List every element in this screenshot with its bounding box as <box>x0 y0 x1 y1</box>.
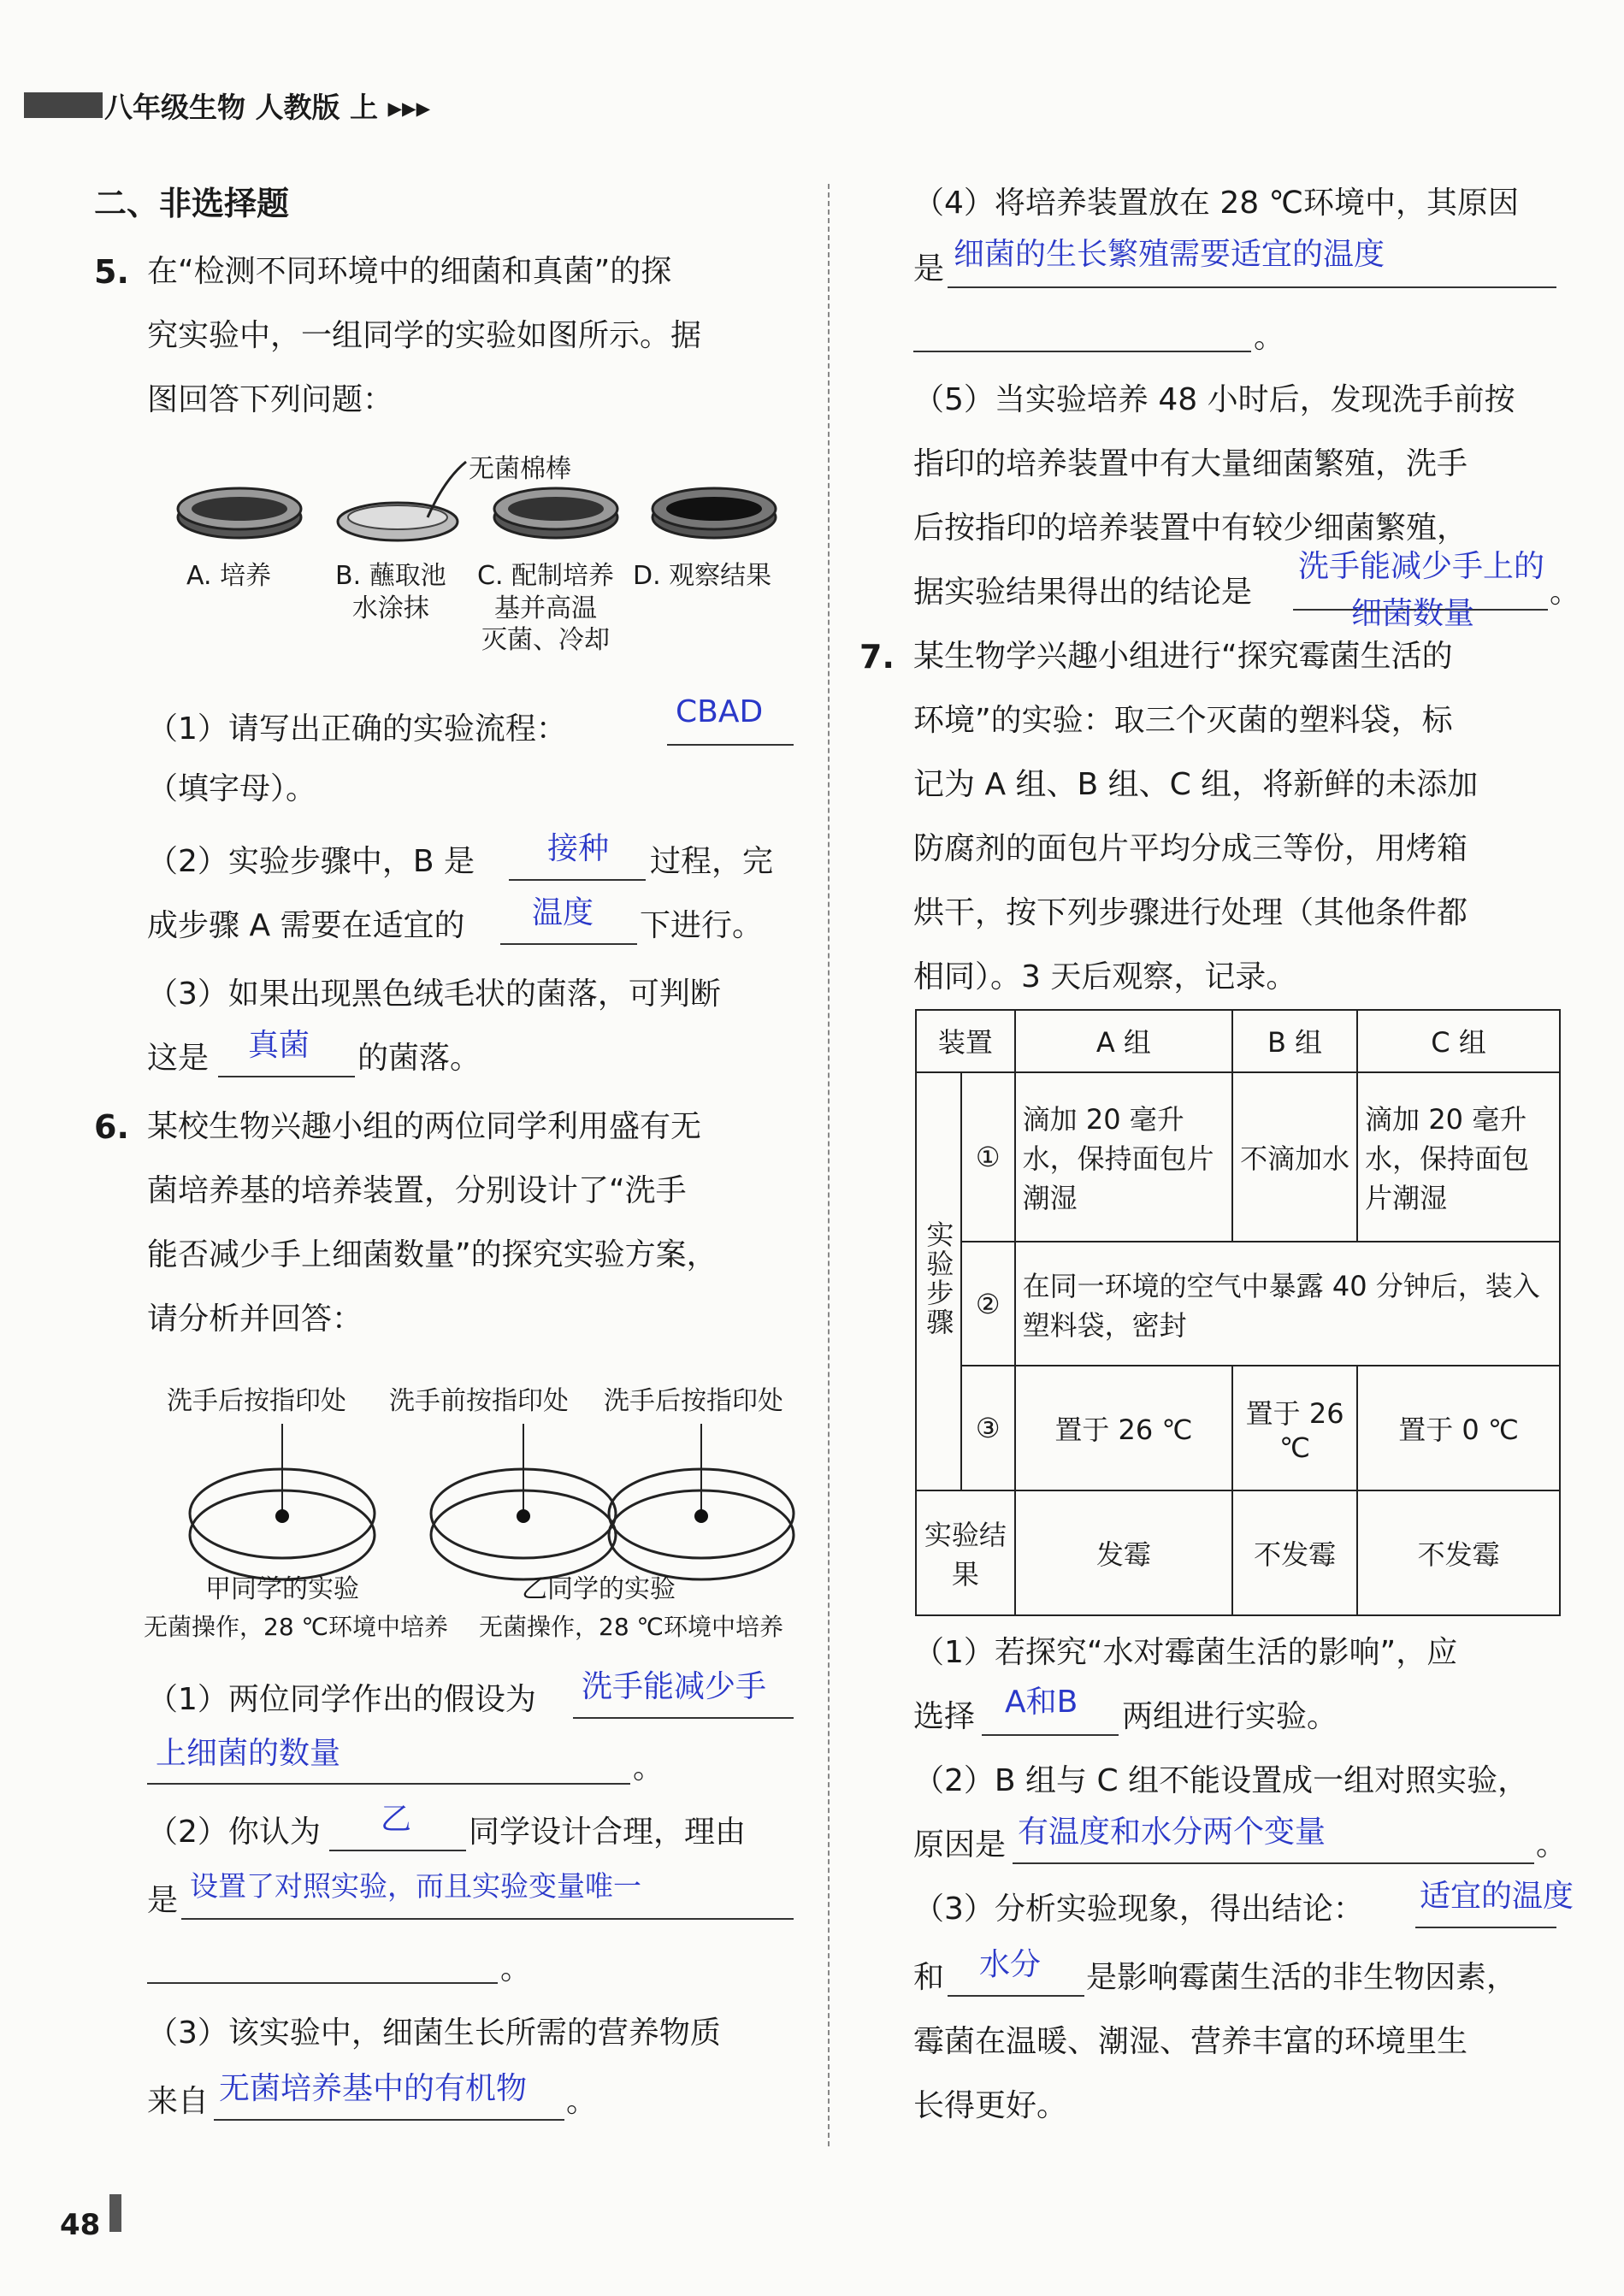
q7-answer-3a: 适宜的温度 <box>1420 1879 1574 1914</box>
td-result-c: 不发霉 <box>1357 1490 1560 1615</box>
q7-p2b: 原因是 <box>913 1827 1007 1862</box>
q7-answer-1: A和B <box>1005 1685 1078 1720</box>
q5-a2b-line <box>500 943 637 945</box>
q6-period-1: 。 <box>633 1750 664 1785</box>
q6-answer-4: 细菌的生长繁殖需要适宜的温度 <box>954 237 1385 272</box>
q6-answer-1a: 洗手能减少手 <box>582 1669 767 1704</box>
q6-answer-1b: 上细菌的数量 <box>156 1736 341 1771</box>
q6-a2b-line <box>181 1918 794 1920</box>
q6-p2b: 同学设计合理，理由 <box>469 1815 747 1850</box>
q6-a2c-line <box>147 1982 498 1984</box>
q5-stem-3: 图回答下列问题： <box>147 382 394 417</box>
q6-p5c: 后按指印的培养装置中有较少细菌繁殖， <box>913 511 1468 546</box>
q6-p4b: 是 <box>913 251 945 286</box>
q6-p2c: 是 <box>147 1883 179 1918</box>
dish-yi-1 <box>431 1424 616 1579</box>
step-b-label: B. 蘸取池 水涂抹 <box>335 561 446 623</box>
header-title: 八年级生物 人教版 上 ▸▸▸ <box>104 91 431 124</box>
q5-a3-line <box>218 1076 355 1077</box>
q6-p4a: （4）将培养装置放在 28 ℃环境中，其原因 <box>913 186 1520 221</box>
fig-label-2: 洗手前按指印处 <box>389 1386 569 1416</box>
fig-label-3: 洗手后按指印处 <box>604 1386 783 1416</box>
q7-p3a: （3）分析实验现象，得出结论： <box>913 1892 1364 1927</box>
th-group-a: A 组 <box>1015 1010 1232 1072</box>
q7-p1a: （1）若探究“水对霉菌生活的影响”，应 <box>913 1635 1458 1670</box>
q5-stem-2: 究实验中，一组同学的实验如图所示。据 <box>147 318 702 353</box>
q6-p1: （1）两位同学作出的假设为 <box>147 1682 536 1717</box>
q7-period-2: 。 <box>1536 1827 1568 1862</box>
q5-answer-3: 真菌 <box>248 1028 310 1063</box>
q7-stem-6: 相同）。3 天后观察，记录。 <box>913 959 1297 995</box>
q6-p3b: 来自 <box>147 2084 210 2119</box>
q7-number: 7. <box>859 638 895 676</box>
dish-yi-2 <box>609 1424 794 1579</box>
q7-stem-5: 烘干，按下列步骤进行处理（其他条件都 <box>913 895 1468 930</box>
td-step-2: ② <box>961 1242 1015 1366</box>
q6-a2-line <box>329 1850 466 1851</box>
q5-number: 5. <box>94 253 129 291</box>
q5-p2a: （2）实验步骤中，B 是 <box>147 844 475 879</box>
q7-p1c: 两组进行实验。 <box>1122 1699 1338 1734</box>
td-result-a: 发霉 <box>1015 1490 1232 1615</box>
q5-p1b: （填字母）。 <box>147 771 317 806</box>
q6-answer-5a: 洗手能减少手上的 <box>1298 549 1545 584</box>
q7-p3b: 和 <box>913 1960 945 1995</box>
q7-p1b: 选择 <box>913 1699 976 1734</box>
q6-p2a: （2）你认为 <box>147 1815 321 1850</box>
q6-a3-line <box>214 2119 564 2121</box>
q7-p2a: （2）B 组与 C 组不能设置成一组对照实验， <box>913 1763 1529 1798</box>
q7-answer-3b: 水分 <box>979 1947 1042 1982</box>
q5-p3c: 的菌落。 <box>357 1041 481 1076</box>
dish-a <box>178 488 301 538</box>
q5-p1a: （1）请写出正确的实验流程： <box>147 711 567 747</box>
q5-answer-2b: 温度 <box>532 895 594 930</box>
q5-p2d: 下进行。 <box>640 908 764 943</box>
step-a-label: A. 培养 <box>186 561 272 591</box>
td-1a: 滴加 20 毫升水，保持面包片潮湿 <box>1015 1072 1232 1242</box>
column-divider <box>828 184 830 2146</box>
td-1c: 滴加 20 毫升水，保持面包片潮湿 <box>1357 1072 1560 1242</box>
q6-number: 6. <box>94 1108 129 1146</box>
q7-stem-1: 某生物学兴趣小组进行“探究霉菌生活的 <box>913 639 1453 674</box>
q7-experiment-table <box>915 1009 1561 1616</box>
q7-p3d: 霉菌在温暖、潮湿、营养丰富的环境里生 <box>913 2024 1468 2059</box>
caption-jia: 甲同学的实验 <box>205 1574 359 1604</box>
step-d-label: D. 观察结果 <box>633 561 772 591</box>
q5-p2c: 成步骤 A 需要在适宜的 <box>147 908 465 943</box>
page-number-bar <box>109 2194 121 2232</box>
q6-answer-2b: 设置了对照实验，而且实验变量唯一 <box>190 1869 641 1903</box>
q7-p3e: 长得更好。 <box>913 2088 1068 2123</box>
q5-p3b: 这是 <box>147 1041 210 1076</box>
step-c-label: C. 配制培养 基并高温 灭菌、冷却 <box>477 561 615 655</box>
td-2-all: 在同一环境的空气中暴露 40 分钟后，装入塑料袋，密封 <box>1015 1242 1560 1366</box>
td-3b: 置于 26 ℃ <box>1232 1366 1357 1490</box>
q6-period-2: 。 <box>500 1951 532 1986</box>
q6-a4-line <box>948 286 1556 288</box>
q7-a2-line <box>1013 1862 1534 1864</box>
td-3a: 置于 26 ℃ <box>1015 1366 1232 1490</box>
q6-period-4: 。 <box>1254 320 1285 355</box>
fig-label-1: 洗手后按指印处 <box>167 1386 346 1416</box>
section-title: 二、非选择题 <box>94 185 290 222</box>
td-result-label: 实验结果 <box>916 1490 1015 1615</box>
q6-p3a: （3）该实验中，细菌生长所需的营养物质 <box>147 2016 721 2051</box>
caption-jia-cond: 无菌操作，28 ℃环境中培养 <box>144 1613 448 1641</box>
q6-stem-3: 能否减少手上细菌数量”的探究实验方案， <box>147 1237 718 1272</box>
q7-stem-3: 记为 A 组、B 组、C 组，将新鲜的未添加 <box>913 767 1479 802</box>
q6-p5d: 据实验结果得出的结论是 <box>913 575 1253 610</box>
td-steps-side: 实验步骤 <box>916 1072 961 1490</box>
q6-stem-1: 某校生物兴趣小组的两位同学利用盛有无 <box>147 1109 702 1144</box>
q6-a1-line <box>573 1717 794 1719</box>
dish-d <box>653 488 776 538</box>
q7-stem-2: 环境”的实验：取三个灭菌的塑料袋，标 <box>913 703 1453 738</box>
q6-period-5: 。 <box>1550 575 1581 610</box>
td-3c: 置于 0 ℃ <box>1357 1366 1560 1490</box>
q6-p5a: （5）当实验培养 48 小时后，发现洗手前按 <box>913 382 1515 417</box>
td-result-b: 不发霉 <box>1232 1490 1357 1615</box>
q6-stem-2: 菌培养基的培养装置，分别设计了“洗手 <box>147 1173 687 1208</box>
q7-a3b-line <box>948 1995 1084 1997</box>
q5-a1-line <box>667 744 794 746</box>
td-step-3: ③ <box>961 1366 1015 1490</box>
th-device: 装置 <box>916 1010 1015 1072</box>
q7-p3c: 是影响霉菌生活的非生物因素， <box>1086 1960 1518 1995</box>
q7-a3a-line <box>1415 1927 1556 1928</box>
q6-period-3: 。 <box>566 2084 598 2119</box>
page-number: 48 <box>60 2208 101 2242</box>
td-1b: 不滴加水 <box>1232 1072 1357 1242</box>
q6-a1b-line <box>147 1783 630 1785</box>
q6-answer-3: 无菌培养基中的有机物 <box>219 2071 528 2106</box>
q6-stem-4: 请分析并回答： <box>147 1301 363 1337</box>
dish-c <box>494 488 617 538</box>
q5-answer-2: 接种 <box>547 831 610 866</box>
q6-a4b-line <box>913 351 1251 352</box>
q5-stem-1: 在“检测不同环境中的细菌和真菌”的探 <box>147 254 672 289</box>
q5-a2-line <box>509 879 646 881</box>
q6-answer-5b: 细菌数量 <box>1351 596 1475 631</box>
td-step-1: ① <box>961 1072 1015 1242</box>
th-group-c: C 组 <box>1357 1010 1560 1072</box>
th-group-b: B 组 <box>1232 1010 1357 1072</box>
q6-p5b: 指印的培养装置中有大量细菌繁殖，洗手 <box>913 446 1468 481</box>
q7-stem-4: 防腐剂的面包片平均分成三等份，用烤箱 <box>913 831 1468 866</box>
q7-answer-2: 有温度和水分两个变量 <box>1018 1815 1326 1850</box>
caption-yi: 乙同学的实验 <box>522 1574 676 1604</box>
header-bar <box>24 92 103 118</box>
q5-p3a: （3）如果出现黑色绒毛状的菌落，可判断 <box>147 977 721 1012</box>
caption-yi-cond: 无菌操作，28 ℃环境中培养 <box>479 1613 783 1641</box>
q7-a1-line <box>982 1734 1119 1736</box>
dish-b <box>338 462 466 540</box>
q6-petri-figure <box>188 1424 804 1595</box>
dish-jia <box>190 1424 375 1579</box>
cotton-swab-label: 无菌棉棒 <box>469 454 571 484</box>
q6-answer-2: 乙 <box>381 1802 412 1837</box>
q5-p2b: 过程，完 <box>650 844 774 879</box>
q5-answer-1: CBAD <box>676 694 764 729</box>
